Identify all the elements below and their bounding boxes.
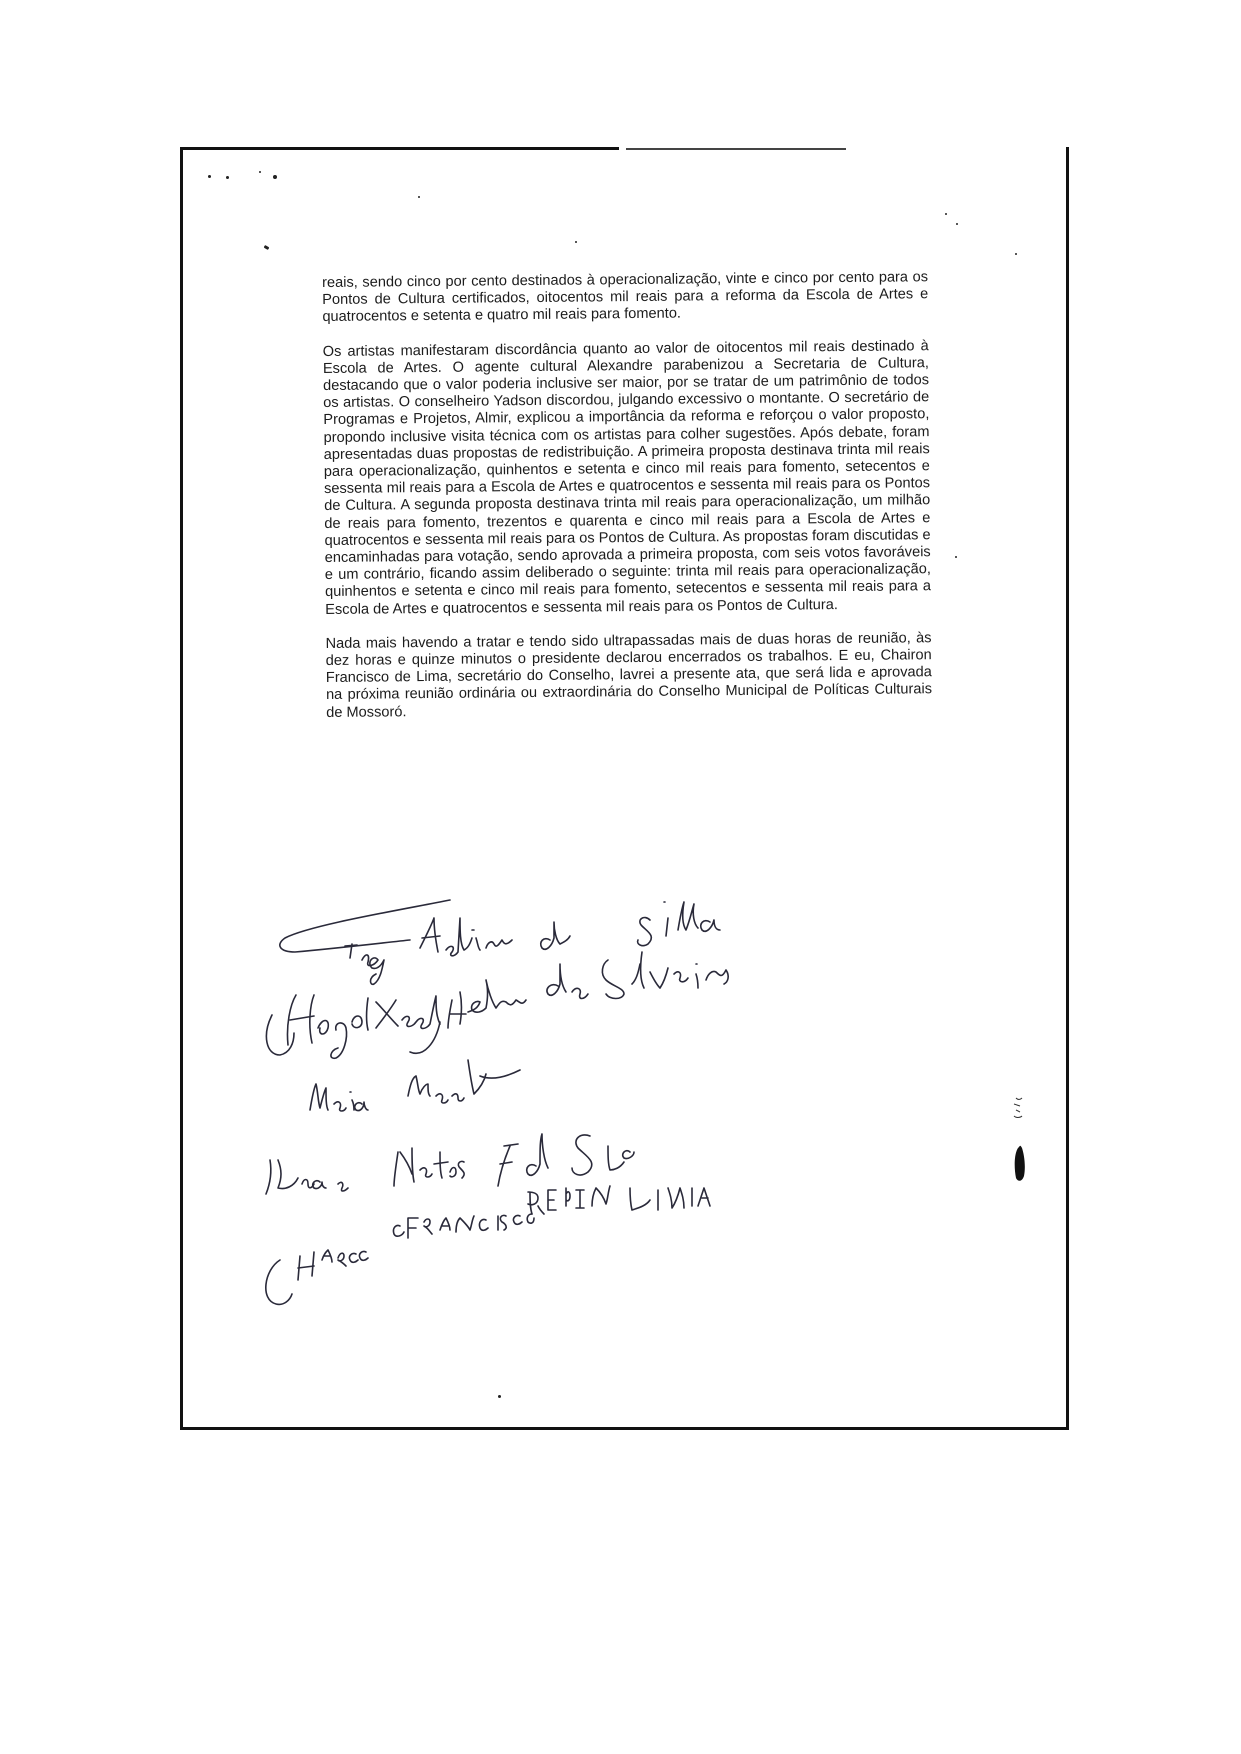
margin-ink-mark [1010, 1094, 1030, 1184]
handwritten-signatures [250, 890, 790, 1310]
scan-speck [1015, 253, 1017, 255]
signature-5 [266, 1186, 710, 1304]
scan-speck [259, 171, 261, 173]
scan-speck [498, 1395, 501, 1398]
scan-speck [418, 196, 420, 198]
scan-speck [956, 223, 958, 225]
scan-speck [945, 213, 947, 215]
paragraph-debate-and-vote: Os artistas manifestaram discordância quanto ao valor de oitocentos mil reais destinado à Escola de Artes. O agente cultural Alexandre parabenizou a Secretaria de Cultura, destacando que o valor poderia inclusive ser maior, por se tratar de um patrimônio de todos os artistas. O conselheiro Yadson discordou, julgando excessivo o montante. O secretário de Programas e Projetos, Almir, explicou a importância da reforma e reforçou o valor proposto, propondo inclusive visita técnica com os artistas para colher sugestões. Após debate, foram apresentadas duas propostas de redistribuição. A primeira proposta destinava trinta mil reais para operacionalização, quinhentos e setenta e cinco mil reais para fomento, setecentos e sessenta mil reais para a Escola de Artes e quatrocentos e sessenta mil reais para os Pontos de Cultura. A segunda proposta destinava trinta mil reais para operacionalização, um milhão de reais para fomento, trezentos e quarenta e cinco mil reais para a Escola de Artes e quatrocentos e sessenta mil reais para os Pontos de Cultura. As propostas foram discutidas e encaminhadas para votação, sendo aprovada a primeira proposta, com seis votos favoráveis e um contrário, ficando assim deliberado o seguinte: trinta mil reais para operacionalização, quinhentos e setenta e cinco mil reais para fomento, setecentos e sessenta mil reais para a Escola de Artes e quatrocentos e sessenta mil reais para os Pontos de Cultura. [322, 337, 932, 618]
scan-speck [955, 556, 957, 558]
frame-top-edge-segment [626, 148, 846, 150]
paragraph-closing: Nada mais havendo a tratar e tendo sido ultrapassadas mais de duas horas de reunião, às dez horas e quinze minutos o presidente declarou encerrados os trabalhos. E eu, Chairon Francisco de Lima, secretário do Conselho, lavrei a presente ata, que será lida e aprovada na próxima reunião ordinária ou extraordinária do Conselho Municipal de Políticas Culturais de Mossoró. [325, 630, 933, 721]
scan-speck [226, 176, 229, 179]
scan-speck [273, 175, 277, 179]
signature-2 [266, 952, 728, 1058]
frame-top-edge [180, 147, 619, 150]
signature-1 [280, 900, 720, 984]
signature-4 [266, 1134, 634, 1194]
frame-right-edge [1066, 147, 1069, 1430]
signature-3 [310, 1060, 520, 1111]
scan-speck [208, 175, 211, 178]
meeting-minutes-text [322, 269, 932, 739]
frame-left-edge [180, 147, 183, 1430]
scan-speck [575, 241, 577, 243]
frame-bottom-edge [180, 1427, 1069, 1430]
paragraph-budget-allocation: reais, sendo cinco por cento destinados à operacionalização, vinte e cinco por cento para os Pontos de Cultura certificados, oitocentos mil reais para a reforma da Escola de Artes e quatrocentos e setenta e quatro mil reais para fomento. [322, 269, 929, 326]
